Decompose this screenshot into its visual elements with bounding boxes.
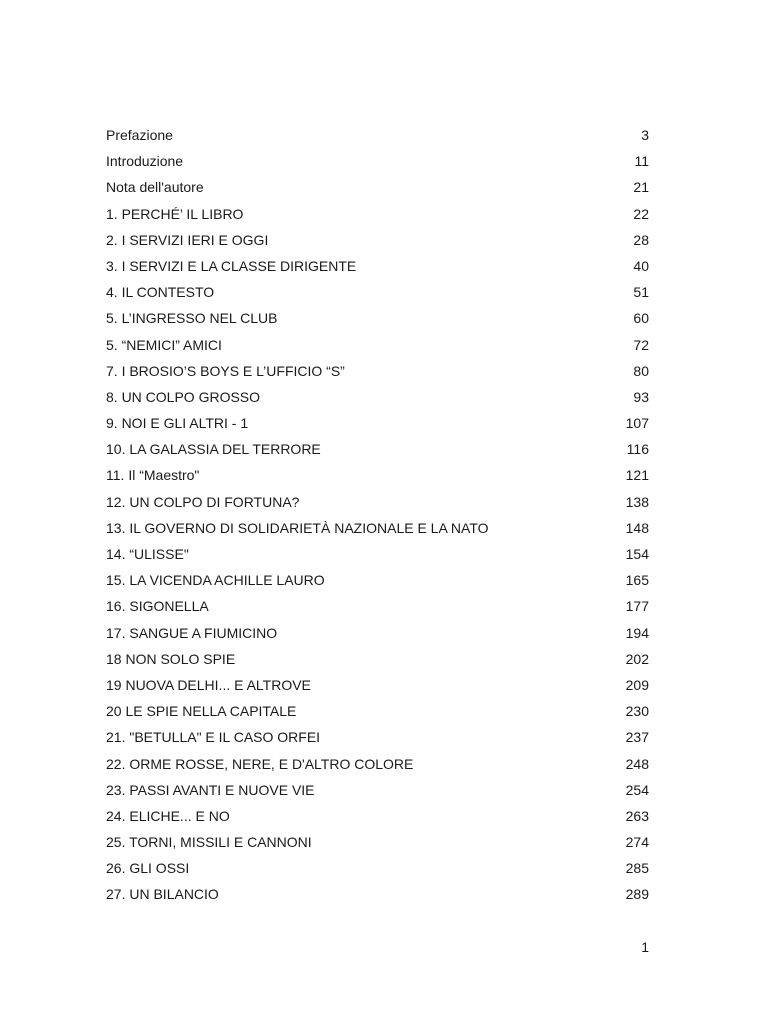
toc-entry-page: 177 [625,598,649,615]
toc-entry-title: Prefazione [106,127,173,143]
toc-entry [106,855,649,881]
toc-entry-title: 23. PASSI AVANTI E NUOVE VIE [106,781,315,798]
toc-entry-title: Nota dell'autore [106,179,204,196]
toc-entry-page: 202 [625,650,649,667]
toc-entry-title: 3. I SERVIZI E LA CLASSE DIRIGENTE [106,257,357,274]
toc-entry [106,724,649,750]
toc-entry-title: 18 NON SOLO SPIE [106,650,236,667]
toc-entry-title: 25. TORNI, MISSILI E CANNONI [106,834,312,851]
toc-entry [106,227,649,253]
toc-entry-title: 1. PERCHÉ’ IL LIBRO [106,205,244,222]
toc-entry [106,305,649,331]
toc-entry [106,122,649,148]
toc-entry-page: 289 [625,886,649,903]
toc-entry-title: 22. ORME ROSSE, NERE, E D'ALTRO COLORE [106,755,414,772]
toc-entry-page: 107 [625,415,649,432]
toc-entry [106,358,649,384]
toc-entry [106,777,649,803]
toc-entry-title: 7. I BROSIO’S BOYS E L’UFFICIO “S” [106,362,345,379]
toc-entry [106,829,649,855]
toc-entry-page: 93 [633,388,649,405]
toc-entry [106,279,649,305]
toc-entry-title: 26. GLI OSSI [106,860,190,877]
toc-entry-page: 21 [633,179,649,196]
toc-entry-page: 254 [625,781,649,798]
toc-entry-title: 8. UN COLPO GROSSO [106,388,261,405]
toc-entry-page: 263 [625,807,649,824]
toc-entry-title: 15. LA VICENDA ACHILLE LAURO [106,572,325,589]
toc-entry-title: 17. SANGUE A FIUMICINO [106,624,278,641]
toc-entry [106,436,649,462]
toc-entry-page: 285 [625,860,649,877]
toc-entry [106,803,649,829]
toc-entry [106,567,649,593]
toc-entry-page: 80 [633,362,649,379]
toc-entry-page: 28 [633,231,649,248]
page-number: 1 [641,939,649,955]
toc-entry-title: 24. ELICHE... E NO [106,807,230,824]
toc-entry [106,751,649,777]
toc-entry [106,593,649,619]
toc-entry [106,698,649,724]
toc-entry-title: 5. L’INGRESSO NEL CLUB [106,310,278,327]
toc-entry-page: 22 [633,205,649,222]
toc-entry [106,515,649,541]
toc-entry [106,174,649,200]
toc-entry-page: 40 [633,257,649,274]
toc-entry [106,253,649,279]
toc-entry-title: 27. UN BILANCIO [106,886,219,903]
toc-entry-title: Introduzione [106,153,184,170]
toc-entry [106,541,649,567]
toc-entry [106,646,649,672]
toc-entry-page: 3 [641,127,649,143]
toc-entry [106,148,649,174]
toc-entry-page: 230 [625,703,649,720]
toc-entry-title: 10. LA GALASSIA DEL TERRORE [106,441,321,458]
toc-entry-title: 2. I SERVIZI IERI E OGGI [106,231,269,248]
toc-entry-page: 60 [633,310,649,327]
toc-entry-page: 209 [625,676,649,693]
toc-entry [106,384,649,410]
toc-entry-page: 165 [625,572,649,589]
toc-entry-page: 11 [634,153,649,170]
toc-entry-title: 13. IL GOVERNO DI SOLIDARIETÀ NAZIONALE E LA NATO [106,519,489,536]
toc-entry-page: 194 [625,624,649,641]
toc-entry-page: 248 [625,755,649,772]
toc-entry [106,410,649,436]
toc-entry [106,201,649,227]
toc-entry-title: 16. SIGONELLA [106,598,209,615]
toc-entry-page: 138 [625,493,649,510]
toc-entry-title: 20 LE SPIE NELLA CAPITALE [106,703,297,720]
toc-entry-page: 51 [633,284,649,301]
toc-entry [106,881,649,907]
toc-entry [106,332,649,358]
toc-entry-title: 19 NUOVA DELHI... E ALTROVE [106,676,311,693]
toc-entry-page: 237 [625,729,649,746]
toc-entry-title: 14. “ULISSE" [106,546,189,562]
toc-entry-page: 148 [625,519,649,536]
toc-entry [106,489,649,515]
toc-entry-page: 154 [625,546,649,562]
toc-entry-title: 21. "BETULLA" E IL CASO ORFEI [106,729,321,746]
toc-entry-title: 12. UN COLPO DI FORTUNA? [106,493,300,510]
table-of-contents [106,122,649,908]
toc-entry [106,672,649,698]
toc-entry-title: 9. NOI E GLI ALTRI - 1 [106,415,249,432]
toc-entry-page: 274 [625,834,649,851]
toc-entry-page: 121 [625,467,649,484]
toc-entry-title: 4. IL CONTESTO [106,284,215,301]
toc-entry-title: 11. Il “Maestro" [106,467,200,484]
toc-entry [106,462,649,488]
toc-entry-title: 5. “NEMICI” AMICI [106,336,222,353]
toc-entry [106,620,649,646]
toc-entry-page: 72 [633,336,649,353]
toc-entry-page: 116 [626,441,649,458]
